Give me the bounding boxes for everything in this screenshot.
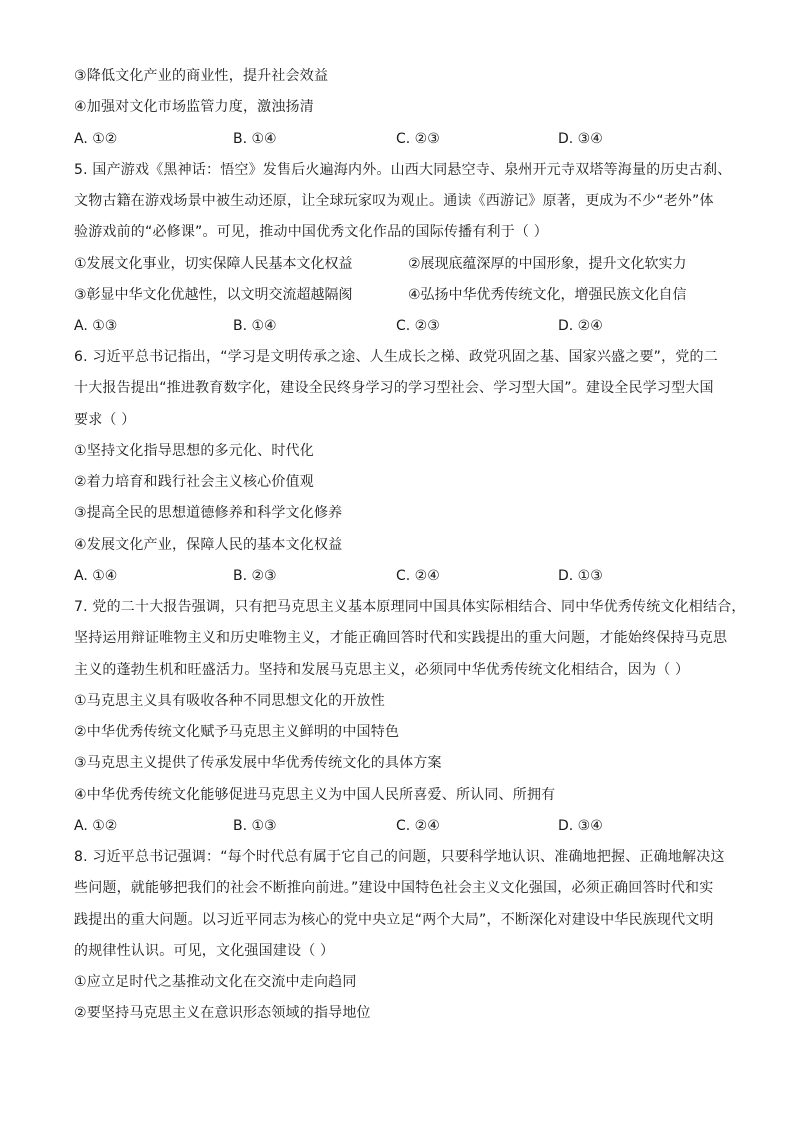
- q8-stem-line-1: 8. 习近平总书记强调：“每个时代总有属于它自己的问题，只要科学地认识、准确地把握、正确地解决这: [74, 849, 725, 865]
- q7-item-2: ②中华优秀传统文化赋予马克思主义鲜明的中国特色: [74, 724, 400, 740]
- q8-item-1: ①应立足时代之基推动文化在交流中走向趋同: [74, 974, 357, 990]
- q4-choice-c[interactable]: C. ②③: [396, 131, 440, 147]
- q6-choice-a[interactable]: A. ①④: [74, 568, 118, 584]
- q6-choice-d[interactable]: D. ①③: [558, 568, 603, 584]
- q6-stem-line-3: 要求（ ）: [74, 412, 136, 428]
- q7-choice-d[interactable]: D. ③④: [558, 818, 603, 834]
- q7-stem-line-1: 7. 党的二十大报告强调，只有把马克思主义基本原理同中国具体实际相结合、同中华优秀传统文化相结合，: [74, 599, 746, 615]
- q5-item-4: ④弘扬中华优秀传统文化，增强民族文化自信: [408, 287, 687, 303]
- q7-stem-line-2: 坚持运用辩证唯物主义和历史唯物主义，才能正确回答时代和实践提出的重大问题，才能始终保持马克思: [74, 630, 728, 646]
- q8-stem-line-2: 些问题，就能够把我们的社会不断推向前进。”建设中国特色社会主义文化强国，必须正确回答时代和实: [74, 880, 714, 896]
- q8-stem-line-3: 践提出的重大问题。以习近平同志为核心的党中央立足“两个大局”，不断深化对建设中华民族现代文明: [74, 912, 714, 928]
- q6-item-4: ④发展文化产业，保障人民的基本文化权益: [74, 537, 343, 553]
- q4-choice-a[interactable]: A. ①②: [74, 131, 118, 147]
- q5-choice-a[interactable]: A. ①③: [74, 318, 118, 334]
- q5-item-2: ②展现底蕴深厚的中国形象，提升文化软实力: [408, 256, 687, 272]
- q5-choice-d[interactable]: D. ②④: [558, 318, 603, 334]
- q6-item-1: ①坚持文化指导思想的多元化、时代化: [74, 443, 314, 459]
- q5-choice-b[interactable]: B. ①④: [233, 318, 277, 334]
- q8-item-2: ②要坚持马克思主义在意识形态领域的指导地位: [74, 1005, 371, 1021]
- q6-stem-line-1: 6. 习近平总书记指出，“学习是文明传承之途、人生成长之梯、政党巩固之基、国家兴盛之要”，党的二: [74, 349, 718, 365]
- q6-choice-b[interactable]: B. ②③: [233, 568, 277, 584]
- q5-choice-c[interactable]: C. ②③: [396, 318, 440, 334]
- q7-item-4: ④中华优秀传统文化能够促进马克思主义为中国人民所喜爱、所认同、所拥有: [74, 787, 556, 803]
- q7-item-1: ①马克思主义具有吸收各种不同思想文化的开放性: [74, 693, 385, 709]
- q4-item-4: ④加强对文化市场监管力度，激浊扬清: [74, 99, 314, 115]
- q4-choice-d[interactable]: D. ③④: [558, 131, 603, 147]
- q5-stem-line-2: 文物古籍在游戏场景中被生动还原，让全球玩家叹为观止。通读《西游记》原著，更成为不少“老外”体: [74, 193, 714, 209]
- q6-item-2: ②着力培育和践行社会主义核心价值观: [74, 474, 314, 490]
- q7-choice-b[interactable]: B. ①③: [233, 818, 277, 834]
- q6-choice-c[interactable]: C. ②④: [396, 568, 440, 584]
- q4-item-3: ③降低文化产业的商业性，提升社会效益: [74, 68, 329, 84]
- q6-item-3: ③提高全民的思想道德修养和科学文化修养: [74, 505, 343, 521]
- q5-item-3: ③彰显中华文化优越性，以文明交流超越隔阂: [74, 287, 353, 303]
- q8-stem-line-4: 的规律性认识。可见，文化强国建设（ ）: [74, 943, 335, 959]
- q4-choice-b[interactable]: B. ①④: [233, 131, 277, 147]
- q7-choice-c[interactable]: C. ②④: [396, 818, 440, 834]
- q7-stem-line-3: 主义的蓬勃生机和旺盛活力。坚持和发展马克思主义，必须同中华优秀传统文化相结合，因为（ ）: [74, 662, 690, 678]
- q5-stem-line-1: 5. 国产游戏《黑神话：悟空》发售后火遍海内外。山西大同悬空寺、泉州开元寺双塔等海量的历史古刹、: [74, 162, 732, 178]
- q5-stem-line-3: 验游戏前的“必修课”。可见，推动中国优秀文化作品的国际传播有利于（ ）: [74, 224, 548, 240]
- q6-stem-line-2: 十大报告提出“推进教育数字化，建设全民终身学习的学习型社会、学习型大国”。建设全民学习型大国: [74, 380, 714, 396]
- q7-item-3: ③马克思主义提供了传承发展中华优秀传统文化的具体方案: [74, 755, 442, 771]
- q7-choice-a[interactable]: A. ①②: [74, 818, 118, 834]
- q5-item-1: ①发展文化事业，切实保障人民基本文化权益: [74, 256, 353, 272]
